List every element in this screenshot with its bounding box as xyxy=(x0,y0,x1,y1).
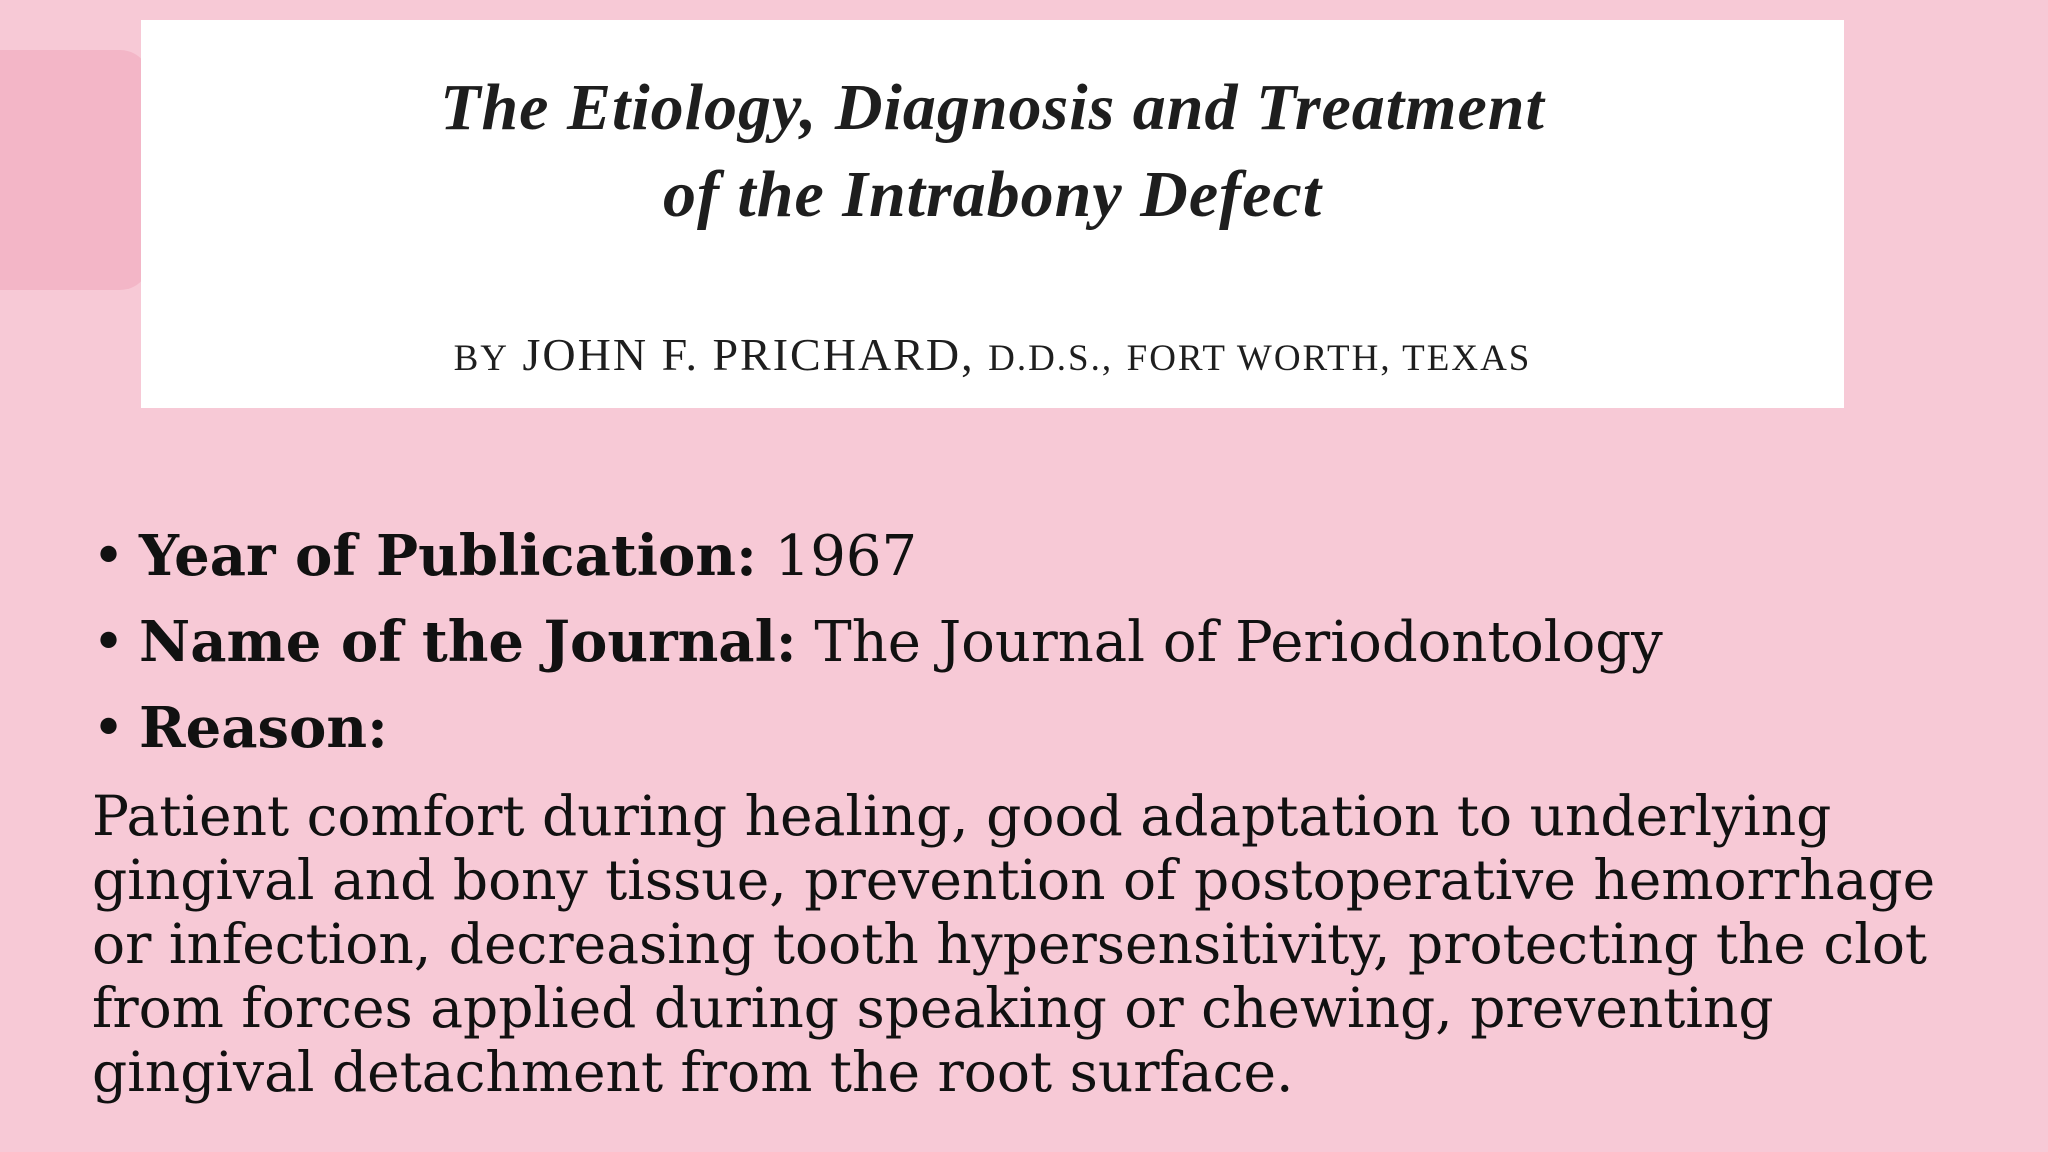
paper-title-line-1: The Etiology, Diagnosis and Treatment xyxy=(440,71,1545,144)
reason-text: Patient comfort during healing, good adaptation to underlying gingival and bony tissue, prevention of postoperative hemorrhage or infection, decreasing tooth hypersensitivity, protecting the clot from forces applied during speaking or chewing, preventing gingival detachment from the root surface. xyxy=(92,784,1936,1104)
bullet-icon: • xyxy=(92,610,126,675)
paper-title-card xyxy=(141,20,1844,408)
byline-by: BY xyxy=(453,338,510,379)
bullet-icon: • xyxy=(92,524,126,589)
byline-location: FORT WORTH, TEXAS xyxy=(1126,338,1532,379)
year-item xyxy=(92,523,1663,609)
byline-degree: D.D.S., xyxy=(988,338,1114,379)
details-list xyxy=(92,523,1663,781)
year-label: Year of Publication: xyxy=(139,523,757,589)
year-value: 1967 xyxy=(774,524,918,589)
bullet-icon: • xyxy=(92,696,126,761)
paper-title-line-2: of the Intrabony Defect xyxy=(662,158,1323,231)
journal-label: Name of the Journal: xyxy=(139,609,797,675)
journal-value: The Journal of Periodontology xyxy=(814,610,1663,675)
byline-author: JOHN F. PRICHARD, xyxy=(522,329,975,380)
reason-item xyxy=(92,695,1663,781)
decorative-shape xyxy=(0,50,150,290)
author-byline xyxy=(141,328,1844,381)
reason-label: Reason: xyxy=(139,695,388,761)
journal-item xyxy=(92,609,1663,695)
